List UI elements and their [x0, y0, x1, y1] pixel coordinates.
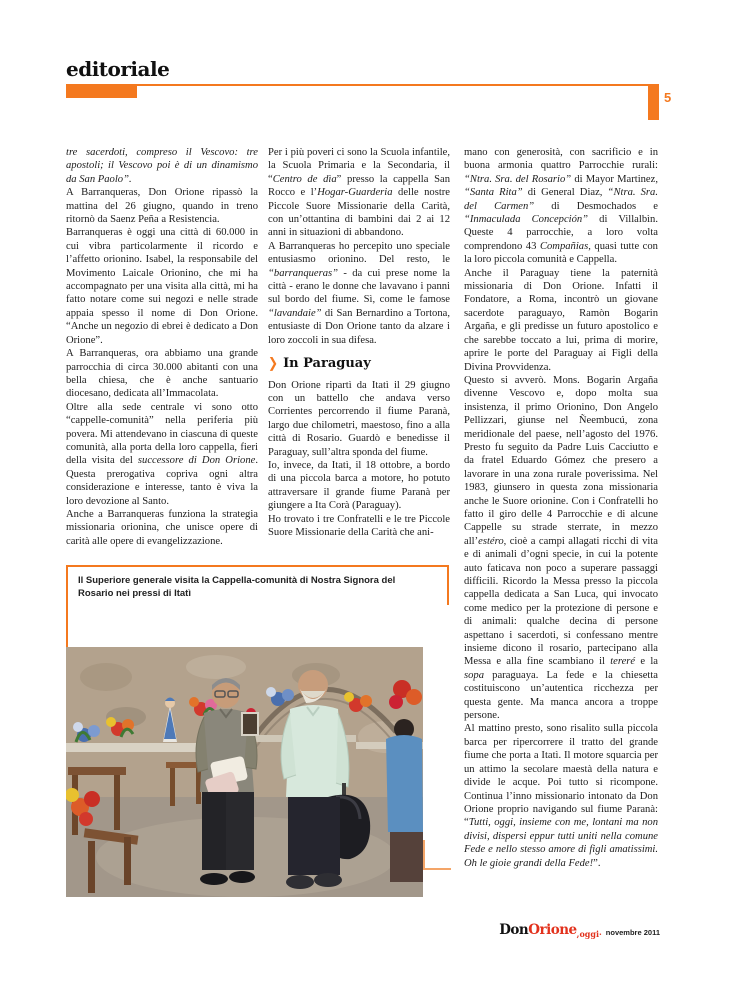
paragraph: Anche a Barranqueras funziona la strategia missionaria orionina, che unisce opere di carità alle opere di evangelizzazione. — [66, 508, 258, 547]
footer-brand — [499, 919, 660, 939]
issue-date: novembre 2011 — [605, 928, 660, 937]
paragraph: Ho trovato i tre Confratelli e le tre Piccole Suore Missionarie della Carità che ani- — [268, 513, 450, 538]
paragraph: A Barranqueras, ora abbiamo una grande parrocchia di circa 30.000 abitanti con una bella chiesa, che è anche santuario diocesano, dedicata all’Immacolata. — [66, 348, 258, 400]
paragraph: Questo si avverò. Mons. Bogarin Argaña divenne Vescovo e, dopo molta sua insistenza, il primo Orionino, Don Angelo Pellizzari, giunse nel Ñeembucú, zona meridionale del paese, nell’agosto del 1976. Presto fu seguito da Padre Luis Cacciutto e da fratel Eduardo Gómez che presero a lavorare in una zona rurale poverissima. Nel 1983, giunsero in questa zona missionaria anche le Suore orionine. Con i Confratelli ho fatto il giro delle 4 Parrocchie e di alcune Cappelle su strade sterrate, in mezzo all’estéro, cioè a campi allagati ricchi di vita e di animali d’ogni specie, in cui la potente auto faticava non poco a superare passaggi difficili. Ricordo la Messa presso la piccola cappella dedicata a San Luca, qui invocato come medico per la protezione di persone e di animali: qualche decina di persone aspettano i sacerdoti, si confessano mentre insieme dicono il rosario, partecipano alla Messa e alla fine scambiano il tereré e la sopa paraguaya. La fede e la chiesetta costituiscono un’autentica ricchezza per questa gente. Ma manca ancora a troppe persone. — [464, 374, 658, 722]
paragraph: Io, invece, da Itatì, il 18 ottobre, a bordo di una piccola barca a motore, ho potuto attraversare il grande fiume Paranà per giungere a Ita Corà (Paraguay). — [268, 459, 450, 512]
paragraph: Al mattino presto, sono risalito sulla piccola barca per ripercorrere il tratto del grande fiume che porta a Itatì. Il motore squarcia per un attimo la secolare maestà della natura e divide le acque. Poi tutto si ricompone. Continua l’inno missionario intonato da Don Orione proprio navigando sul fiume Paranà: “Tutti, oggi, insieme con me, lontani ma non divisi, dispersi eppur tutti uniti nella comune Fede e nello stesso amore di figli amatissimi. Oh le gioie grandi della Fede!”. — [464, 723, 658, 869]
photo-caption: Il Superiore generale visita la Cappella-comunità di Nostra Signora del Rosario nei pressi di Itatì — [78, 575, 396, 599]
brand-orione: Orione — [528, 922, 577, 938]
paragraph: Per i più poveri ci sono la Scuola infantile, la Scuola Primaria e la Secondaria, il “Centro de dìa” presso la cappella San Rocco e l’Hogar-Guarderia delle nostre Piccole Suore Missionarie della Carità, con un’ottantina di bambini dai 2 ai 12 anni in situazioni di abbandono. — [268, 147, 450, 239]
article-column-2 — [268, 146, 450, 539]
chapel-photo-illustration — [66, 647, 423, 897]
photo-corner-bracket-vertical — [423, 840, 425, 870]
caption-border-right — [447, 565, 449, 605]
caption-border-left — [66, 565, 68, 647]
photo-corner-bracket-horizontal — [423, 868, 451, 870]
brand-don: Don — [499, 922, 529, 938]
header-rule-block — [66, 84, 137, 98]
chevron-icon: ❯ — [268, 354, 279, 372]
page-number: 5 — [664, 90, 672, 105]
photo-caption-box — [66, 565, 449, 647]
brand-oggi-suffix: ,oggi· — [576, 929, 602, 939]
section-heading-label: In Paraguay — [283, 356, 371, 372]
paragraph: Oltre alla sede centrale vi sono otto “cappelle-comunità” nella periferia più povera. Mi attendevano in ciascuna di queste comunità, alla porta della loro cappella, fieri della visita del successore di Don Orione. Questa prerogativa copriva ogni altra considerazione e interesse, tanto è viva la loro devozione al Santo. — [66, 401, 258, 507]
page-title: editoriale — [66, 57, 170, 81]
chapel-photo — [66, 647, 423, 897]
article-column-3 — [464, 146, 658, 870]
section-heading — [268, 354, 450, 372]
paragraph: A Barranqueras ho percepito uno speciale entusiasmo orionino. Del resto, le “barranqueras” - da cui prese nome la città - erano le donne che lavavano i panni sul bordo del fiume. Sì, come le famose “lavandaie” di San Bernardino a Tortona, entusiaste di Don Orione tanto da alzare i loro zoccoli in sua difesa. — [268, 240, 450, 346]
paragraph: mano con generosità, con sacrificio e in buona armonia quattro Parrocchie rurali: “Ntra. Sra. del Rosario” di Mayor Martinez, “Santa Rita” di General Diaz, “Ntra. Sra. del Carmen” di Desmochados e “Inmaculada Concepción” di Villalbìn. Queste 4 parrocchie, a loro volta comprendono 43 Compañias, quasi tutte con la loro piccola comunità e Cappella. — [464, 147, 658, 266]
header-rule-endbar — [648, 84, 659, 120]
header-rule-line — [66, 84, 651, 86]
article-column-1 — [66, 146, 258, 548]
paragraph: tre sacerdoti, compreso il Vescovo: tre apostoli; il Vescovo poi è di un dinamismo da San Paolo”. — [66, 147, 258, 185]
paragraph: Barranqueras è oggi una città di 60.000 in cui vibra particolarmente il ricordo e l’affetto orionino. Isabel, la responsabile del Movimento Laicale Orionino, che mi ha accompagnato per una visita alla città, mi ha fatto notare come sui negozi e nelle strade appaia spesso il nome di Don Orione. “Anche un negozio di ebrei è dedicato a Don Orione”. — [66, 227, 258, 346]
paragraph: Anche il Paraguay tiene la paternità missionaria di Don Orione. Infatti il Fondatore, a Roma, incontrò un giovane sacerdote paraguayo, Ramòn Bogarin Argaña, e gli predisse un futuro apostolico e che sarebbe toccato a lui, prima di morire, aprire le porte del Paraguay ai Figli della Divina Provvidenza. — [464, 267, 658, 373]
paragraph: A Barranqueras, Don Orione ripassò la mattina del 26 giugno, quando in treno ritornò da Saenz Peña a Resistencia. — [66, 187, 258, 226]
paragraph: Don Orione ripartì da Itatì il 29 giugno con un battello che andava verso Corrientes percorrendo il fiume Paranà, largo due chilometri, maestoso, fino a alla città di Rosario. Guardò e benedisse il Paraguay, sull’altra sponda del fiume. — [268, 379, 450, 458]
caption-border-top — [66, 565, 449, 567]
background-person — [386, 719, 423, 882]
